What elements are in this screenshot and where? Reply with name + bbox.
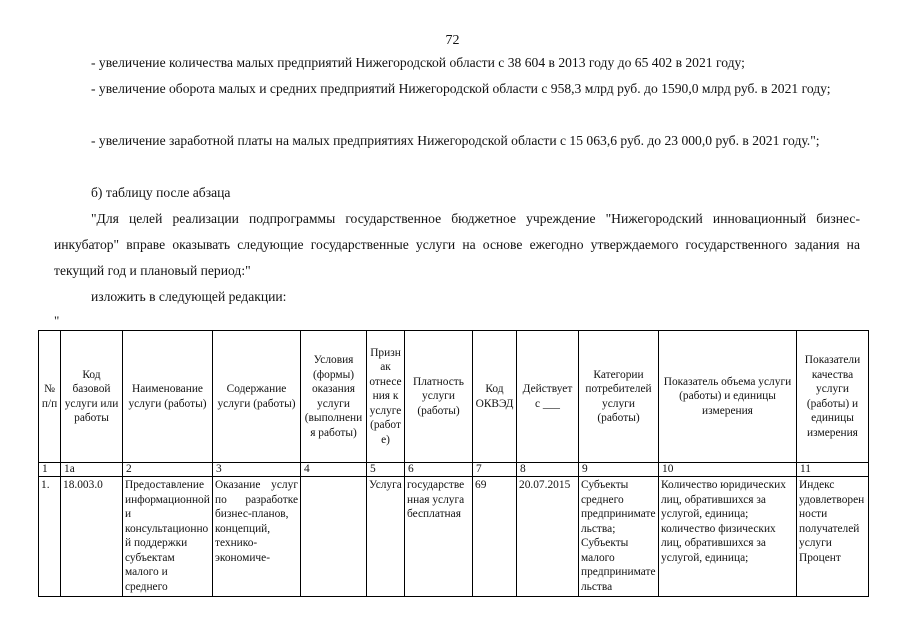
- services-table: [38, 330, 869, 597]
- paragraph-quoted-text: "Для целей реализации подпрограммы государственное бюджетное учреждение "Нижегородский инновационный бизнес-инкубатор" вправе оказывать следующие государственные услуги на основе ежегодно утверждаемого государственного задания на текущий год и плановый период:": [54, 211, 860, 278]
- table-cell: Индекс удовлетворенности получателей услуги Процент: [797, 477, 869, 597]
- table-cell: 20.07.2015: [517, 477, 579, 597]
- table-cell: 1.: [39, 477, 61, 597]
- header-cell: Признак отнесения к услуге (работе): [367, 331, 405, 463]
- table-cell: Количество юридических лиц, обратившихся за услугой, единица; количество физических лиц, обратившихся за услугой, единица;: [659, 477, 797, 597]
- table-cell: Оказание услуг по разработке бизнес-планов, концепций, технико-экономиче-: [213, 477, 301, 597]
- column-number-cell: 2: [123, 463, 213, 477]
- paragraph-salary: - увеличение заработной платы на малых предприятиях Нижегородской области с 15 063,6 руб. до 23 000,0 руб. в 2021 году.";: [91, 133, 820, 148]
- header-cell: Код базовой услуги или работы: [61, 331, 123, 463]
- column-number-cell: 7: [473, 463, 517, 477]
- column-number-cell: 3: [213, 463, 301, 477]
- header-cell: Категории потребителей услуги (работы): [579, 331, 659, 463]
- header-cell: Содержание услуги (работы): [213, 331, 301, 463]
- column-number-cell: 8: [517, 463, 579, 477]
- header-cell: Наименование услуги (работы): [123, 331, 213, 463]
- header-cell: № п/п: [39, 331, 61, 463]
- table-cell: Предоставление информационной и консультационной поддержки субъектам малого и среднего: [123, 477, 213, 597]
- paragraph-item-b: б) таблицу после абзаца: [91, 185, 231, 200]
- table-cell: 18.003.0: [61, 477, 123, 597]
- column-number-cell: 4: [301, 463, 367, 477]
- header-cell: Код ОКВЭД: [473, 331, 517, 463]
- header-cell: Действует с ___: [517, 331, 579, 463]
- paragraph-small-enterprises-count: - увеличение количества малых предприятий Нижегородской области с 38 604 в 2013 году до 65 402 в 2021 году;: [91, 55, 745, 70]
- table-row: [39, 477, 869, 597]
- column-number-cell: 1: [39, 463, 61, 477]
- column-number-cell: 6: [405, 463, 473, 477]
- paragraph-new-edition: изложить в следующей редакции:: [91, 289, 287, 304]
- table-cell: 69: [473, 477, 517, 597]
- column-number-cell: 10: [659, 463, 797, 477]
- table-cell: [301, 477, 367, 597]
- header-cell: Условия (формы) оказания услуги (выполнения работы): [301, 331, 367, 463]
- opening-quote-mark: ": [54, 313, 60, 328]
- header-cell: Платность услуги (работы): [405, 331, 473, 463]
- table-cell: государственная услуга бесплатная: [405, 477, 473, 597]
- column-number-cell: 9: [579, 463, 659, 477]
- column-number-cell: 1а: [61, 463, 123, 477]
- table-header-row: [39, 331, 869, 463]
- paragraph-turnover: - увеличение оборота малых и средних предприятий Нижегородской области с 958,3 млрд руб. до 1590,0 млрд руб. в 2021 году;: [91, 81, 831, 96]
- column-number-cell: 11: [797, 463, 869, 477]
- header-cell: Показатели качества услуги (работы) и единицы измерения: [797, 331, 869, 463]
- page-number: 72: [445, 33, 460, 48]
- table-cell: Услуга: [367, 477, 405, 597]
- column-number-cell: 5: [367, 463, 405, 477]
- table-column-numbers-row: [39, 463, 869, 477]
- table-cell: Субъекты среднего предпринимательства; Субъекты малого предпринимательства: [579, 477, 659, 597]
- header-cell: Показатель объема услуги (работы) и единицы измерения: [659, 331, 797, 463]
